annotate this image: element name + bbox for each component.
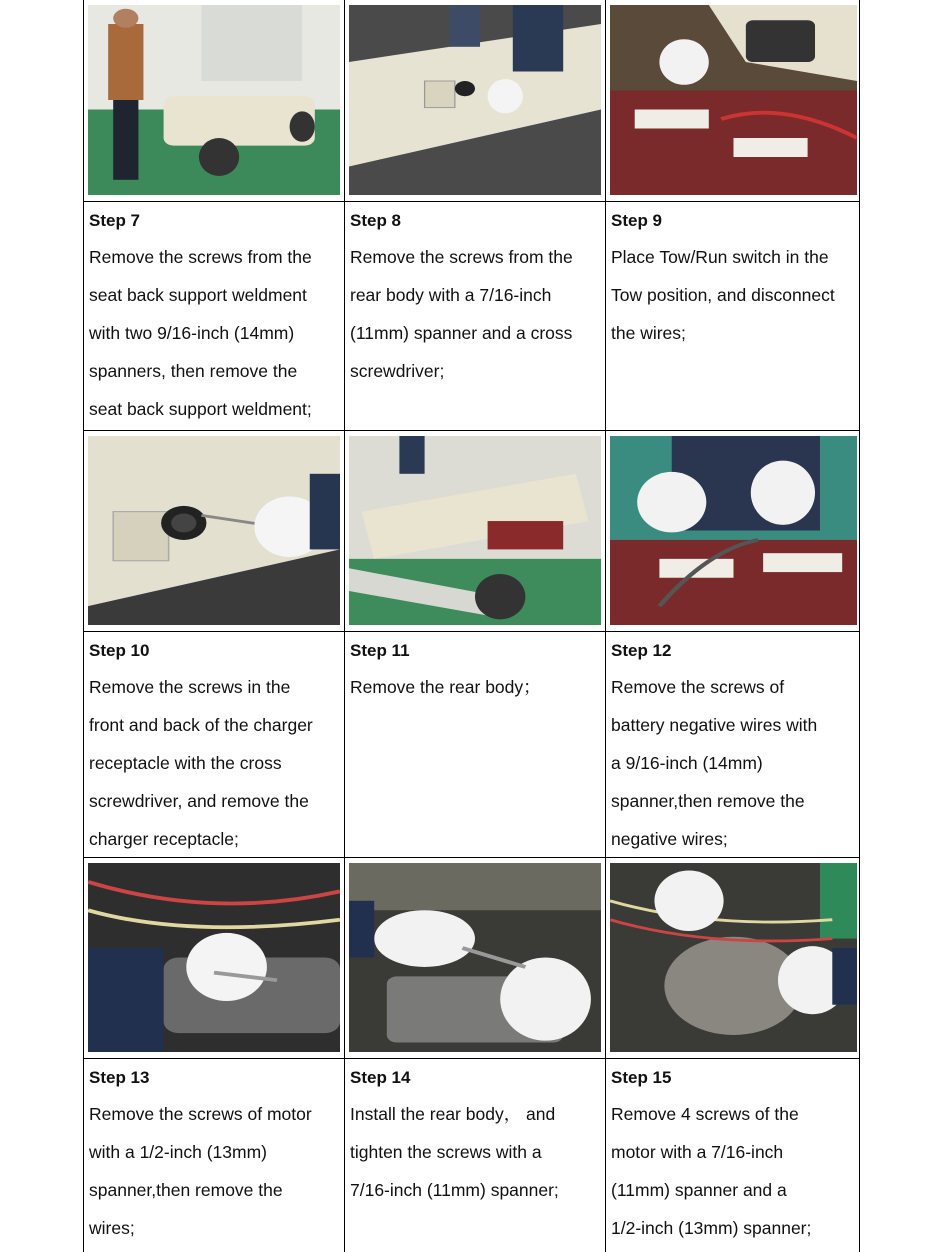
golf-cart-seat-back-photo <box>88 5 340 195</box>
rear-body-charger-receptacle-photo <box>349 5 601 195</box>
step-title: Step 12 <box>611 641 672 660</box>
install-rear-body-photo <box>349 863 601 1052</box>
step-description: Remove the screws from the rear body with a 7/16-inch (11mm) spanner and a cross screwdriver; <box>350 247 573 381</box>
step-description: Install the rear body， and tighten the screws with a 7/16-inch (11mm) spanner; <box>350 1104 559 1200</box>
step-title: Step 7 <box>89 211 141 230</box>
step-12-photo-cell <box>606 431 861 631</box>
step-title: Step 14 <box>350 1068 411 1087</box>
step-title: Step 15 <box>611 1068 672 1087</box>
step-11-text-cell <box>345 632 605 857</box>
step-title: Step 13 <box>89 1068 150 1087</box>
step-9-photo-cell <box>606 0 861 201</box>
motor-wires-spanner-photo <box>88 863 340 1052</box>
step-12-text-cell <box>606 632 861 857</box>
motor-screws-removal-photo <box>610 863 857 1052</box>
step-description: Remove the screws of motor with a 1/2-inch (13mm) spanner,then remove the wires; <box>89 1104 312 1238</box>
step-7-text-cell <box>84 202 344 430</box>
battery-negative-wires-photo <box>610 436 857 625</box>
step-7-photo-cell <box>84 0 344 201</box>
step-13-text-cell <box>84 1059 344 1252</box>
step-13-photo-cell <box>84 858 344 1058</box>
rear-body-removal-photo <box>349 436 601 625</box>
step-15-photo-cell <box>606 858 861 1058</box>
step-title: Step 9 <box>611 211 663 230</box>
step-description: Remove the screws from the seat back support weldment with two 9/16-inch (14mm) spanners, then remove the seat back support weldment; <box>89 247 312 419</box>
step-title: Step 8 <box>350 211 402 230</box>
step-description: Place Tow/Run switch in the Tow position, and disconnect the wires; <box>611 247 835 343</box>
step-8-text-cell <box>345 202 605 430</box>
step-description: Remove 4 screws of the motor with a 7/16-inch (11mm) spanner and a 1/2-inch (13mm) spanner; <box>611 1104 812 1238</box>
step-8-photo-cell <box>345 0 605 201</box>
charger-receptacle-screwdriver-photo <box>88 436 340 625</box>
step-10-photo-cell <box>84 431 344 631</box>
step-title: Step 10 <box>89 641 150 660</box>
step-15-text-cell <box>606 1059 861 1252</box>
step-description: Remove the rear body； <box>350 677 541 697</box>
step-11-photo-cell <box>345 431 605 631</box>
step-14-text-cell <box>345 1059 605 1252</box>
tow-run-switch-photo <box>610 5 857 195</box>
step-description: Remove the screws of battery negative wires with a 9/16-inch (14mm) spanner,then remove the negative wires; <box>611 677 818 849</box>
step-14-photo-cell <box>345 858 605 1058</box>
steps-table <box>83 0 860 1252</box>
step-9-text-cell <box>606 202 861 430</box>
step-description: Remove the screws in the front and back of the charger receptacle with the cross screwdriver, and remove the charger receptacle; <box>89 677 313 849</box>
step-title: Step 11 <box>350 641 410 660</box>
step-10-text-cell <box>84 632 344 857</box>
